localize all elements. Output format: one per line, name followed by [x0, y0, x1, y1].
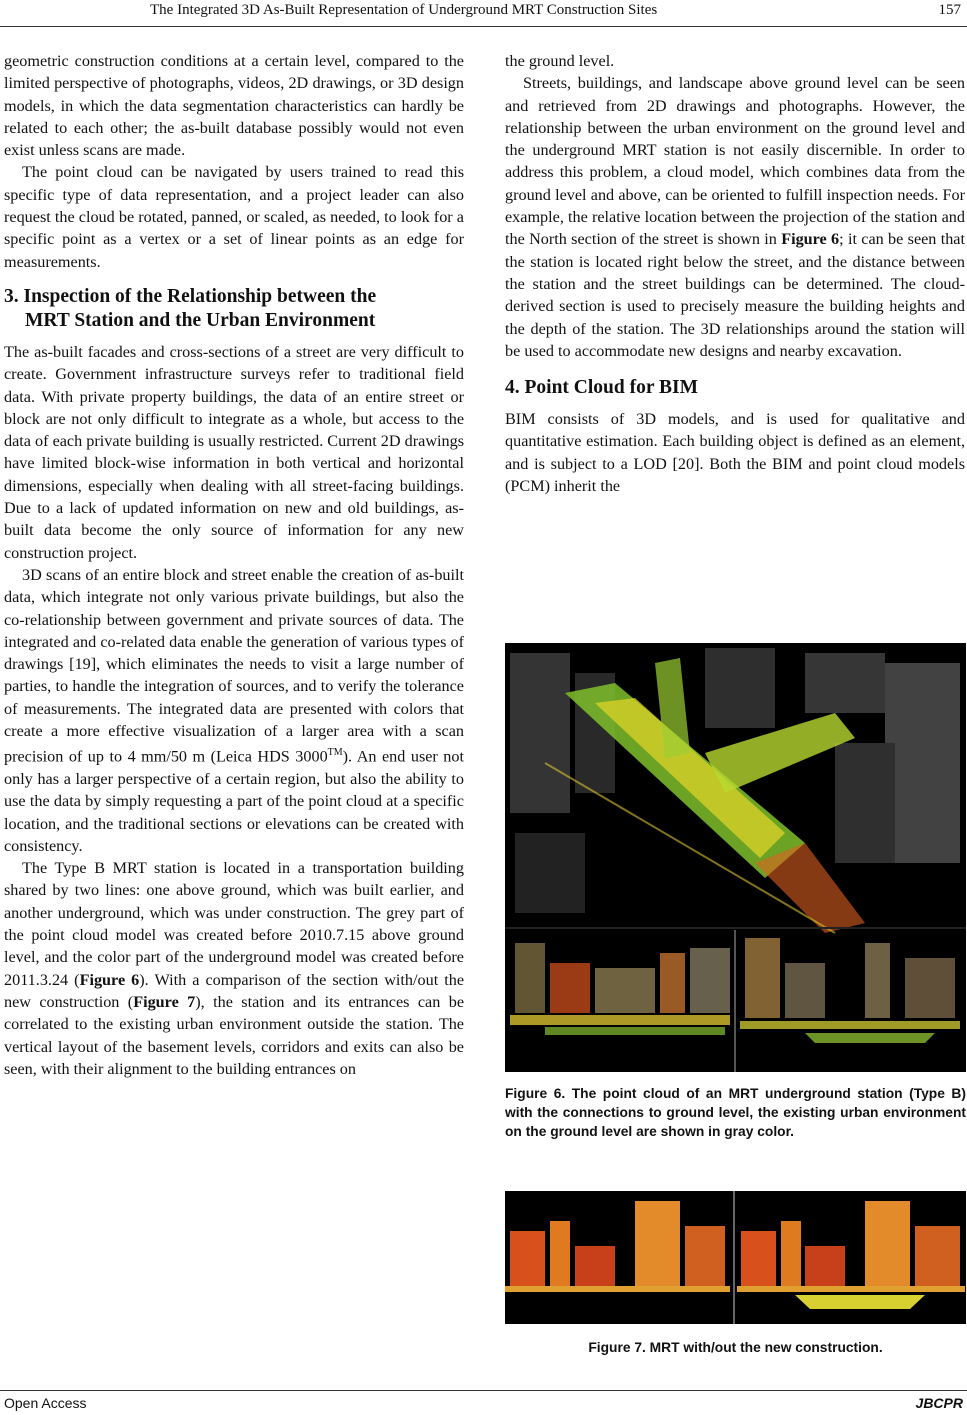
journal-abbrev: JBCPR	[915, 1395, 963, 1411]
figure-7	[505, 1191, 966, 1324]
figure-7-caption: Figure 7. MRT with/out the new construction.	[588, 1340, 883, 1355]
paragraph: The point cloud can be navigated by users trained to read this specific type of data representation, and a project leader can also request the cloud be rotated, panned, or scaled, as needed, to look for a specific point as a vertex or a set of linear points as an edge for measurements.	[4, 163, 464, 271]
paragraph: The Type B MRT station is located in a transportation building shared by two lines: one above ground, which was built earlier, and another underground, which was under construction. The grey part of the point cloud model was created before 2010.7.15 above ground level, and the color part of the underground model was created before 2011.3.24 (Figure 6). With a comparison of the section with/out the new construction (Figure 7), the station and its entrances can be correlated to the existing urban environment outside the station. The vertical layout of the basement levels, corridors and exits can also be seen, with their alignment to the building entrances on	[4, 859, 465, 1078]
heading-line: 3. Inspection of the Relationship between the	[4, 285, 377, 307]
page-number: 157	[938, 2, 961, 18]
paragraph: 3D scans of an entire block and street enable the creation of as-built data, which integrate not only various private buildings, but also the co-relationship between government and private sources of data. The integrated and co-related data enable the generation of various types of drawings [19], which eliminates the needs to visit a large number of parties, to handle the integration of sources, and to verify the tolerance of measurements. The integrated data are presented with colors that create a more effective visualization of a larger area with a scan precision of up to 4 mm/50 m (Leica HDS 3000™). An end user not only has a larger perspective of a certain region, but also the ability to use the data by simply requesting a part of the point cloud at a specific location, and the traditional sections or elevations can be created with consistency.	[4, 565, 464, 855]
paragraph: Streets, buildings, and landscape above ground level can be seen and retrieved from 2D drawings and photographs. However, the relationship between the urban environment on the ground level and the underground MRT station is not easily discernible. In order to address this problem, a cloud model, which combines data from the ground level and above, can be oriented to fulfill inspection needs. For example, the relative location between the projection of the station and the North section of the street is shown in Figure 6; it can be seen that the station is located right below the street, and the distance between the station and the street buildings can be determined. The cloud-derived section is used to precisely measure the building heights and the depth of the station. The 3D relationships around the station will be used to accommodate new designs and nearby excavation.	[505, 74, 965, 360]
left-column	[4, 50, 464, 1080]
open-access-label: Open Access	[4, 1395, 87, 1411]
figure-ref[interactable]: Figure 7	[133, 992, 196, 1011]
running-title: The Integrated 3D As-Built Representation of Underground MRT Construction Sites	[150, 2, 658, 18]
section-heading-3	[4, 285, 464, 333]
heading-line: MRT Station and the Urban Environment	[25, 309, 376, 331]
paragraph: geometric construction conditions at a certain level, compared to the limited perspective of photographs, videos, 2D drawings, or 3D design models, in which the data segmentation characteristics can hardly be related to each other; the as-built database possibly would not even exist unless scans are made.	[4, 52, 464, 160]
page-footer	[0, 1390, 967, 1415]
running-header	[0, 0, 967, 27]
section-heading-4: 4. Point Cloud for BIM	[505, 377, 699, 399]
figure-ref[interactable]: Figure 6	[79, 970, 140, 989]
point-cloud-image	[505, 643, 966, 1072]
figure-6	[505, 643, 966, 1072]
trademark: TM	[327, 747, 343, 759]
right-column	[505, 50, 965, 497]
paragraph: The as-built facades and cross-sections of a street are very difficult to create. Government infrastructure surveys refer to traditional field data. With private property buildings, the data of an entire street or block are not only difficult to integrate as a whole, but access to the data of each private building is usually restricted. Current 2D drawings have limited block-wise information in both vertical and horizontal dimensions, especially when dealing with all street-facing buildings. Due to a lack of updated information on new and old buildings, as-built data become the only source of information for any new construction project.	[4, 342, 464, 562]
paragraph: the ground level.	[505, 52, 615, 70]
figure-ref[interactable]: Figure 6	[781, 230, 840, 249]
paragraph: BIM consists of 3D models, and is used for qualitative and quantitative estimation. Each building object is defined as an element, and is subject to a LOD [20]. Both the BIM and point cloud models (PCM) inherit the	[505, 410, 965, 496]
section-comparison-image	[505, 1191, 966, 1324]
figure-6-caption: Figure 6. The point cloud of an MRT underground station (Type B) with the connections to ground level, the existing urban environment on the ground level are shown in gray color.	[505, 1086, 966, 1139]
